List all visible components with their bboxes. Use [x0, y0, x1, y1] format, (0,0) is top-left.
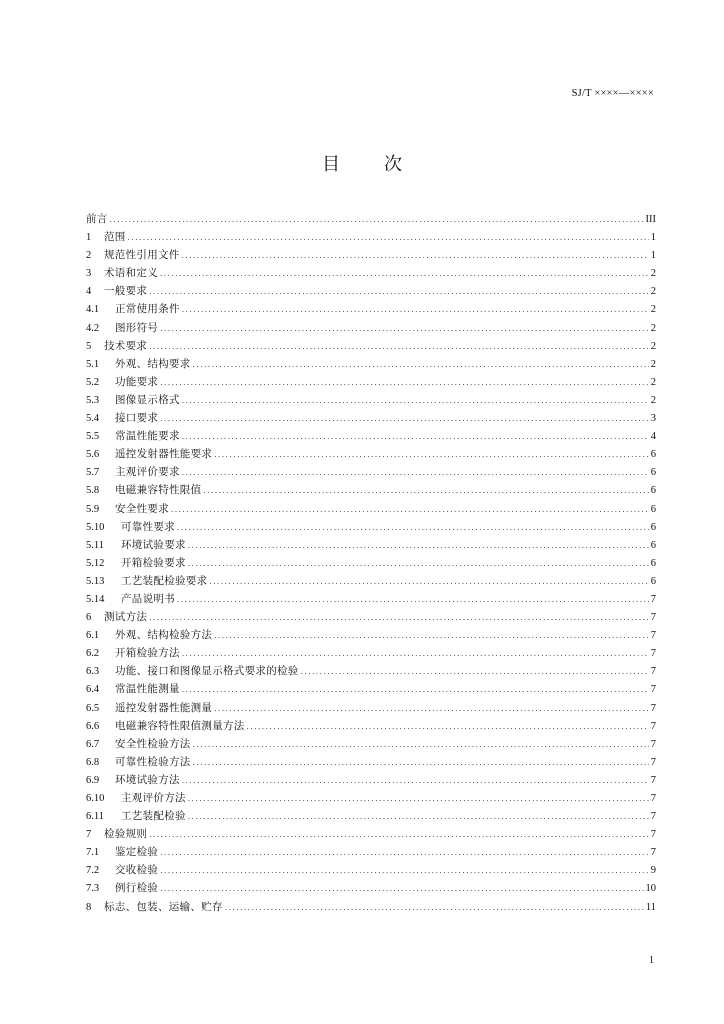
toc-entry-label: 工艺装配检验要求 — [121, 574, 208, 587]
toc-entry[interactable] — [86, 717, 656, 735]
toc-entry-number: 5.2 — [86, 376, 100, 388]
toc-entry-number: 1 — [86, 232, 92, 244]
toc-entry-number: 6.7 — [86, 738, 100, 750]
toc-entry[interactable] — [86, 427, 656, 445]
toc-entry-number: 5.4 — [86, 413, 100, 425]
toc-entry-number: 5 — [86, 340, 92, 352]
toc-entry[interactable] — [86, 391, 656, 409]
toc-entry-page: 2 — [650, 340, 656, 352]
toc-entry-page: 7 — [650, 648, 656, 660]
toc-leader-dots — [160, 862, 649, 880]
toc-entry[interactable] — [86, 228, 656, 246]
toc-entry[interactable] — [86, 843, 656, 861]
toc-entry-number: 5.7 — [86, 467, 100, 479]
toc-entry[interactable] — [86, 735, 656, 753]
toc-entry-page: 2 — [650, 286, 656, 298]
toc-entry-page: 7 — [650, 756, 656, 768]
toc-entry-label: 检验规则 — [104, 828, 148, 841]
toc-leader-dots — [160, 880, 643, 898]
toc-leader-dots — [214, 627, 649, 645]
toc-entry[interactable] — [86, 662, 656, 680]
toc-leader-dots — [110, 211, 644, 229]
toc-entry-page: 7 — [650, 612, 656, 624]
toc-leader-dots — [182, 247, 649, 265]
document-code: SJ/T ××××—×××× — [571, 88, 654, 99]
toc-entry[interactable] — [86, 337, 656, 355]
toc-entry-page: 6 — [650, 539, 656, 551]
toc-entry[interactable] — [86, 753, 656, 771]
toc-leader-dots — [177, 591, 649, 609]
toc-leader-dots — [177, 519, 649, 537]
toc-leader-dots — [160, 844, 649, 862]
toc-entry-page: 2 — [650, 394, 656, 406]
page-number: 1 — [649, 955, 654, 966]
toc-entry-number: 6.6 — [86, 720, 100, 732]
toc-entry-label: 电磁兼容特性限值 — [115, 484, 202, 497]
toc-entry-number: 6.3 — [86, 666, 100, 678]
toc-entry-number: 4.2 — [86, 322, 100, 334]
toc-entry[interactable] — [86, 445, 656, 463]
toc-entry-label: 环境试验方法 — [115, 773, 180, 786]
toc-entry-label: 工艺装配检验 — [121, 810, 186, 823]
toc-entry[interactable] — [86, 282, 656, 300]
toc-leader-dots — [225, 899, 644, 917]
toc-leader-dots — [149, 826, 649, 844]
toc-entry-number: 5.5 — [86, 431, 100, 443]
page-title — [0, 150, 724, 176]
toc-entry[interactable] — [86, 264, 656, 282]
toc-entry-number: 6.9 — [86, 774, 100, 786]
toc-leader-dots — [193, 736, 649, 754]
toc-leader-dots — [160, 410, 649, 428]
toc-entry-label: 主观评价要求 — [115, 466, 180, 479]
toc-entry[interactable] — [86, 626, 656, 644]
toc-entry-label: 遥控发射器性能测量 — [115, 701, 213, 714]
toc-entry-label: 常温性能测量 — [115, 683, 180, 696]
toc-leader-dots — [182, 681, 649, 699]
toc-entry-label: 范围 — [104, 231, 126, 244]
toc-entry-page: 6 — [650, 575, 656, 587]
toc-entry-label: 功能、接口和图像显示格式要求的检验 — [115, 665, 299, 678]
toc-entry-number: 6 — [86, 612, 92, 624]
toc-entry[interactable] — [86, 500, 656, 518]
toc-leader-dots — [188, 790, 649, 808]
toc-entry-number: 2 — [86, 250, 92, 262]
toc-leader-dots — [209, 573, 648, 591]
toc-entry-page: 2 — [650, 304, 656, 316]
toc-entry-number: 4.1 — [86, 304, 100, 316]
toc-entry-label: 图形符号 — [115, 321, 159, 334]
toc-entry-label: 安全性检验方法 — [115, 737, 191, 750]
toc-entry-label: 安全性要求 — [115, 502, 169, 515]
toc-entry-label: 规范性引用文件 — [104, 249, 180, 262]
toc-entry[interactable] — [86, 355, 656, 373]
toc-entry-page: 7 — [650, 593, 656, 605]
title-char-1: 目 — [322, 154, 340, 175]
toc-leader-dots — [182, 392, 649, 410]
toc-entry-label: 术语和定义 — [104, 267, 158, 280]
toc-entry-number: 6.2 — [86, 648, 100, 660]
toc-entry-number: 7.2 — [86, 865, 100, 877]
table-of-contents — [86, 210, 656, 916]
toc-leader-dots — [203, 482, 648, 500]
toc-entry-page: 7 — [650, 793, 656, 804]
toc-entry-number: 7 — [86, 829, 92, 841]
toc-entry-number: 6.8 — [86, 756, 100, 768]
toc-leader-dots — [160, 374, 649, 392]
toc-entry-page: 6 — [650, 521, 656, 533]
toc-entry-page: 7 — [650, 630, 656, 642]
toc-entry-page: 6 — [650, 557, 656, 569]
toc-entry-label: 一般要求 — [104, 285, 148, 298]
toc-entry-page: 6 — [650, 449, 656, 461]
toc-entry[interactable] — [86, 807, 656, 825]
toc-entry-label: 开箱检验方法 — [115, 647, 180, 660]
toc-leader-dots — [128, 229, 649, 247]
toc-entry-number: 5.8 — [86, 485, 100, 497]
toc-leader-dots — [188, 555, 649, 573]
toc-entry-page: 7 — [650, 811, 656, 823]
toc-leader-dots — [160, 265, 649, 283]
toc-entry-label: 产品说明书 — [121, 592, 175, 605]
toc-leader-dots — [193, 754, 649, 772]
toc-entry-page: 7 — [650, 666, 656, 678]
toc-entry[interactable] — [86, 210, 656, 228]
toc-entry-label: 标志、包装、运输、贮存 — [104, 900, 223, 913]
toc-entry[interactable] — [86, 319, 656, 337]
toc-entry-page: 2 — [650, 376, 656, 388]
toc-entry-page: 7 — [650, 702, 656, 714]
toc-entry-number: 4 — [86, 286, 92, 298]
toc-entry[interactable] — [86, 590, 656, 608]
title-char-2: 次 — [384, 154, 402, 175]
toc-entry-number: 5.10 — [86, 521, 105, 533]
toc-entry-page: 2 — [650, 322, 656, 334]
toc-entry-label: 环境试验要求 — [121, 538, 186, 551]
toc-entry-label: 可靠性要求 — [121, 520, 175, 533]
toc-leader-dots — [182, 645, 649, 663]
toc-entry[interactable] — [86, 771, 656, 789]
toc-entry[interactable] — [86, 644, 656, 662]
toc-entry-page: 6 — [650, 503, 656, 515]
toc-entry-number: 6.10 — [86, 793, 105, 804]
toc-entry-number: 5.6 — [86, 449, 100, 461]
toc-leader-dots — [149, 338, 649, 356]
toc-entry-label: 电磁兼容特性限值测量方法 — [115, 719, 245, 732]
toc-leader-dots — [149, 283, 649, 301]
toc-leader-dots — [193, 356, 649, 374]
toc-entry-number: 7.1 — [86, 847, 100, 859]
toc-leader-dots — [182, 772, 649, 790]
toc-entry-page: 6 — [650, 485, 656, 497]
toc-leader-dots — [171, 501, 649, 519]
toc-leader-dots — [301, 663, 649, 681]
toc-entry-label: 测试方法 — [104, 611, 148, 624]
toc-entry-label: 接口要求 — [115, 412, 159, 425]
toc-entry-label: 常温性能要求 — [115, 430, 180, 443]
toc-entry-label: 例行检验 — [115, 882, 159, 895]
toc-leader-dots — [188, 537, 649, 555]
toc-entry-number: 6.1 — [86, 630, 100, 642]
toc-entry[interactable] — [86, 481, 656, 499]
toc-entry-label: 遥控发射器性能要求 — [115, 448, 213, 461]
toc-entry-page: 7 — [650, 684, 656, 696]
toc-entry-label: 可靠性检验方法 — [115, 755, 191, 768]
toc-entry-label: 主观评价方法 — [121, 792, 186, 804]
toc-entry-page: 7 — [650, 829, 656, 841]
toc-entry[interactable] — [86, 373, 656, 391]
toc-entry[interactable] — [86, 879, 656, 897]
toc-entry-label: 外观、结构检验方法 — [115, 629, 213, 642]
toc-entry[interactable] — [86, 463, 656, 481]
toc-entry-label: 交收检验 — [115, 864, 159, 877]
toc-entry[interactable] — [86, 409, 656, 427]
toc-entry-page: 7 — [650, 738, 656, 750]
toc-entry-number: 3 — [86, 268, 92, 280]
toc-entry[interactable] — [86, 825, 656, 843]
toc-entry-page: 7 — [650, 774, 656, 786]
toc-entry-page: 10 — [645, 883, 656, 895]
toc-entry-page: 4 — [650, 431, 656, 443]
toc-entry-number: 5.14 — [86, 593, 105, 605]
toc-entry-label: 正常使用条件 — [115, 303, 180, 316]
toc-entry-number: 5.12 — [86, 557, 105, 569]
toc-entry-page: 9 — [650, 865, 656, 877]
toc-leader-dots — [247, 718, 649, 736]
toc-entry-number: 5.13 — [86, 575, 105, 587]
toc-entry-page: 1 — [650, 232, 656, 244]
toc-leader-dots — [214, 446, 649, 464]
toc-entry[interactable] — [86, 536, 656, 554]
toc-entry[interactable] — [86, 789, 656, 807]
toc-entry-label: 前言 — [86, 213, 108, 225]
toc-entry-number: 5.11 — [86, 539, 104, 551]
toc-entry-label: 鉴定检验 — [115, 846, 159, 859]
toc-entry-number: 5.1 — [86, 358, 100, 370]
toc-entry-page: 7 — [650, 847, 656, 859]
toc-entry-page: 1 — [650, 250, 656, 262]
toc-entry-page: III — [645, 214, 656, 225]
toc-entry[interactable] — [86, 572, 656, 590]
toc-entry[interactable] — [86, 554, 656, 572]
toc-entry[interactable] — [86, 300, 656, 318]
toc-entry-number: 5.3 — [86, 394, 100, 406]
toc-leader-dots — [149, 609, 649, 627]
toc-leader-dots — [182, 464, 649, 482]
toc-entry[interactable] — [86, 680, 656, 698]
toc-leader-dots — [182, 428, 649, 446]
toc-entry[interactable] — [86, 246, 656, 264]
toc-entry-number: 5.9 — [86, 503, 100, 515]
toc-entry-label: 外观、结构要求 — [115, 357, 191, 370]
toc-entry-page: 2 — [650, 268, 656, 280]
toc-entry-number: 6.11 — [86, 811, 104, 823]
toc-entry-number: 6.5 — [86, 702, 100, 714]
toc-entry-page: 2 — [650, 358, 656, 370]
toc-entry-number: 7.3 — [86, 883, 100, 895]
toc-entry[interactable] — [86, 699, 656, 717]
toc-entry-page: 7 — [650, 720, 656, 732]
toc-entry[interactable] — [86, 518, 656, 536]
toc-entry-label: 图像显示格式 — [115, 393, 180, 406]
toc-entry[interactable] — [86, 898, 656, 916]
toc-entry-page: 3 — [650, 413, 656, 425]
toc-entry-number: 6.4 — [86, 684, 100, 696]
toc-leader-dots — [160, 320, 649, 338]
toc-entry-number: 8 — [86, 901, 92, 913]
toc-entry[interactable] — [86, 608, 656, 626]
toc-leader-dots — [214, 700, 649, 718]
toc-entry-page: 6 — [650, 467, 656, 479]
toc-leader-dots — [188, 808, 649, 826]
toc-entry-label: 技术要求 — [104, 339, 148, 352]
toc-entry-label: 开箱检验要求 — [121, 556, 186, 569]
toc-entry-page: 11 — [645, 901, 656, 913]
toc-entry[interactable] — [86, 861, 656, 879]
toc-leader-dots — [182, 301, 649, 319]
toc-entry-label: 功能要求 — [115, 375, 159, 388]
